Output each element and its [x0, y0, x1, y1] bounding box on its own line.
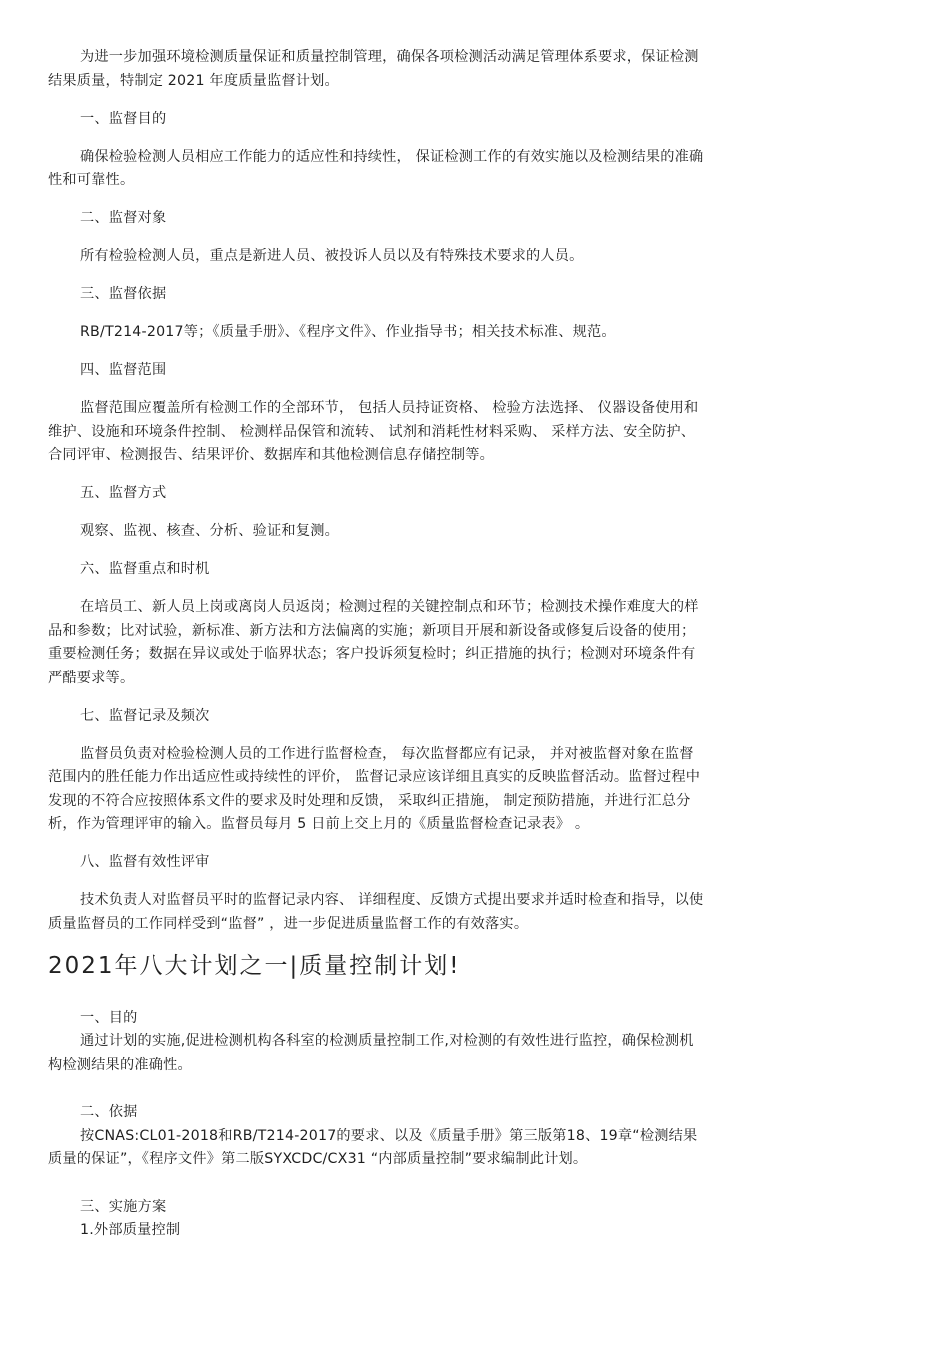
- article-section-heading: 二、依据: [80, 1104, 138, 1120]
- section-body: 在培员工、新人员上岗或离岗人员返岗；检测过程的关键控制点和环节；检测技术操作难度大的样品和参数；比对试验，新标准、新方法和方法偏离的实施；新项目开展和新设备或修复后设备的使用；重要检测任务；数据在异议或处于临界状态；客户投诉须复检时；纠正措施的执行；检测对环境条件有严酷要求等。: [48, 599, 699, 686]
- section-heading: 八、监督有效性评审: [80, 854, 210, 870]
- section-heading: 七、监督记录及频次: [80, 707, 210, 724]
- section-body: 观察、监视、核查、分析、验证和复测。: [80, 523, 339, 539]
- section-heading: 二、监督对象: [80, 210, 167, 226]
- section-body: RB/T214-2017等；《质量手册》、《程序文件》、作业指导书；相关技术标准、规范。: [80, 324, 616, 340]
- section-heading: 六、监督重点和时机: [80, 561, 210, 577]
- article-section-heading: 一、目的: [80, 1009, 138, 1026]
- article-section-heading: 三、实施方案: [80, 1198, 167, 1215]
- section-heading: 一、监督目的: [80, 110, 167, 127]
- section-body: 确保检验检测人员相应工作能力的适应性和持续性， 保证检测工作的有效实施以及检测结果的准确性和可靠性。: [48, 148, 704, 188]
- section-body: 所有检验检测人员，重点是新进人员、被投诉人员以及有特殊技术要求的人员。: [80, 248, 584, 264]
- section-body: 技术负责人对监督员平时的监督记录内容、 详细程度、反馈方式提出要求并适时检查和指导，以使质量监督员的工作同样受到“监督” ，进一步促进质量监督工作的有效落实。: [48, 892, 704, 932]
- article-subsection-heading: 1.外部质量控制: [80, 1222, 181, 1238]
- section-body: 监督范围应覆盖所有检测工作的全部环节， 包括人员持证资格、 检验方法选择、 仪器设备使用和维护、设施和环境条件控制、 检测样品保管和流转、 试剂和消耗性材料采购、 采样方法、安全防护、合同评审、检测报告、结果评价、数据库和其他检测信息存储控制等。: [48, 400, 699, 463]
- article-section-body: 按CNAS:CL01-2018和RB/T214-2017的要求、以及《质量手册》第三版第18、19章“检测结果质量的保证”，《程序文件》第二版SYXCDC/CX31 “内部质量控制”要求编制此计划。: [48, 1127, 698, 1167]
- article-title: 2021年八大计划之一|质量控制计划!: [48, 952, 461, 979]
- intro-paragraph: 为进一步加强环境检测质量保证和质量控制管理，确保各项检测活动满足管理体系要求，保证检测结果质量，特制定 2021 年度质量监督计划。: [48, 49, 699, 89]
- document-page: [48, 46, 704, 1243]
- section-body: 监督员负责对检验检测人员的工作进行监督检查， 每次监督都应有记录， 并对被监督对象在监督范围内的胜任能力作出适应性或持续性的评价， 监督记录应该详细且真实的反映监督活动。监督过程中发现的不符合应按照体系文件的要求及时处理和反馈， 采取纠正措施， 制定预防措施，并进行汇总分析，作为管理评审的输入。监督员每月 5 日前上交上月的《质量监督检查记录表》 。: [48, 745, 701, 832]
- spacer: [48, 1172, 704, 1196]
- section-heading: 五、监督方式: [80, 485, 167, 501]
- section-heading: 三、监督依据: [80, 286, 167, 302]
- article-section-body: 通过计划的实施,促进检测机构各科室的检测质量控制工作,对检测的有效性进行监控，确保检测机构检测结果的准确性。: [48, 1033, 694, 1073]
- section-heading: 四、监督范围: [80, 362, 167, 378]
- spacer: [48, 1077, 704, 1101]
